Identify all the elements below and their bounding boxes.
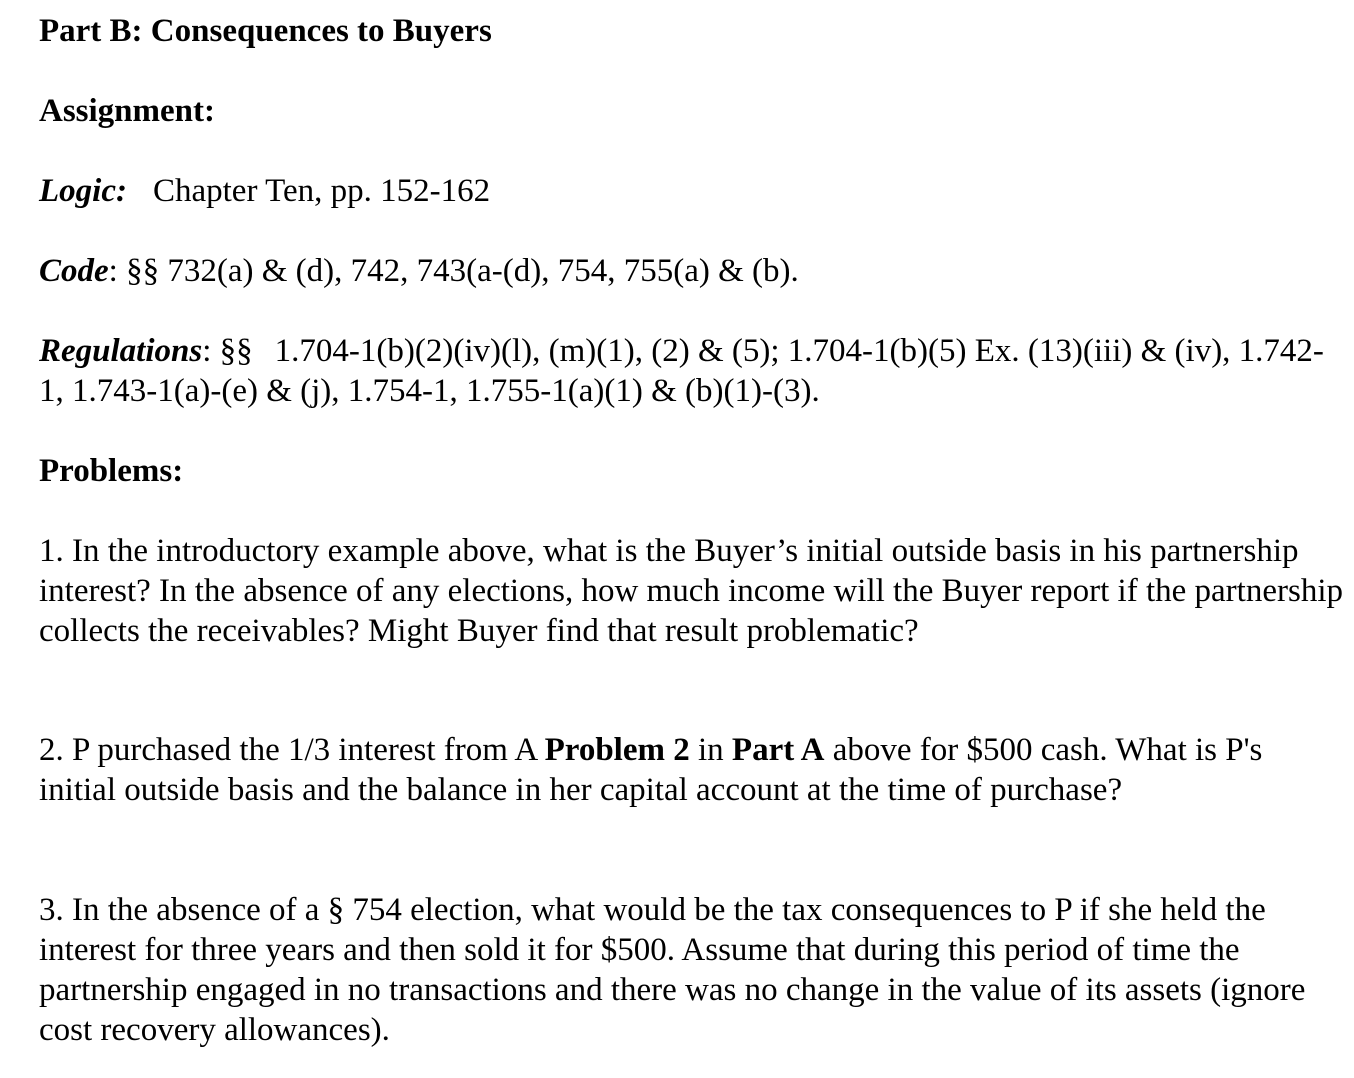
problem-2 (39, 730, 1344, 810)
regulations-sections-symbol: : §§ (202, 333, 253, 369)
problem-3: 3. In the absence of a § 754 election, what would be the tax consequences to P if she held the interest for three years and then sold it for $500. Assume that during this period of time the partnership engaged in no transactions and there was no change in the value of its assets (ignore cost recovery allowances). (39, 892, 1306, 1048)
problems-label: Problems: (39, 453, 184, 489)
code-text: : §§ 732(a) & (d), 742, 743(a-(d), 754, 755(a) & (b). (108, 253, 799, 289)
code-label: Code (39, 253, 109, 289)
part-heading: Part B: Consequences to Buyers (39, 13, 492, 49)
problem-2-text-a: 2. P purchased the 1/3 interest from A (39, 732, 545, 768)
problem-1: 1. In the introductory example above, what is the Buyer’s initial outside basis in his partnership interest? In the absence of any elections, how much income will the Buyer report if the partnership collects the receivables? Might Buyer find that result problematic? (39, 533, 1343, 649)
logic-label: Logic: (39, 173, 127, 209)
regulations-paragraph (39, 331, 1344, 411)
problem-2-text-c: above for $500 cash. What is P's initial outside basis and the balance in her capital account at the time of purchase? (39, 732, 1263, 808)
assignment-label: Assignment: (39, 93, 216, 129)
logic-line (39, 171, 1344, 211)
part-a-reference: Part A (731, 732, 825, 768)
problem-2-reference: Problem 2 (544, 732, 690, 768)
code-line (39, 251, 1344, 291)
problem-2-text-b: in (689, 732, 732, 768)
regulations-text: 1.704-1(b)(2)(iv)(l), (m)(1), (2) & (5); 1.704-1(b)(5) Ex. (13)(iii) & (iv), 1.742-1, 1.743-1(a)-(e) & (j), 1.754-1, 1.755-1(a)(1) & (b)(1)-(3). (39, 333, 1324, 409)
regulations-label: Regulations (39, 333, 203, 369)
logic-text: Chapter Ten, pp. 152-162 (152, 173, 491, 209)
